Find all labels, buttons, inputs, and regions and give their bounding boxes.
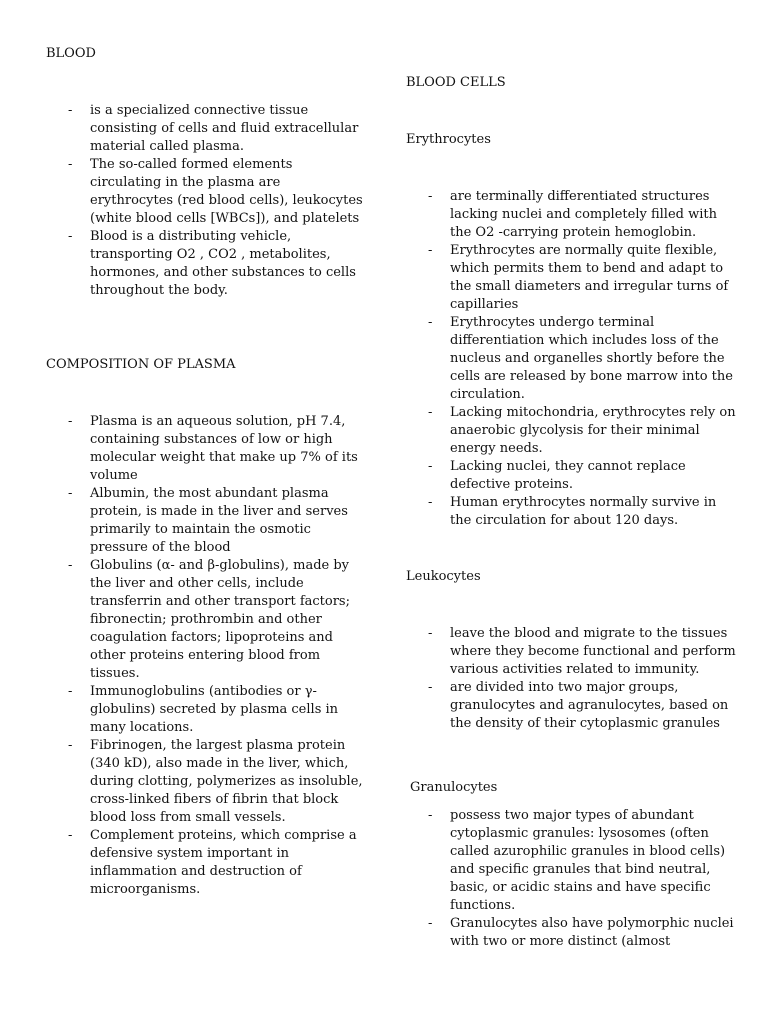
bullet-dash: -	[428, 495, 433, 510]
list-item: - Erythrocytes are normally quite flexible, which permits them to bend and adapt to the small diameters and irregular turns of capillaries	[428, 243, 729, 312]
blood-bullet-list	[46, 102, 364, 300]
list-item: - leave the blood and migrate to the tissues where they become functional and perform various activities related to immunity.	[428, 626, 736, 677]
erythrocytes-heading: Erythrocytes	[406, 132, 491, 147]
list-item: - are terminally differentiated structures lacking nuclei and completely filled with the O2 -carrying protein hemoglobin.	[428, 189, 717, 240]
blood-heading: BLOOD	[46, 46, 96, 61]
list-item: - Plasma is an aqueous solution, pH 7.4, containing substances of low or high molecular weight that make up 7% of its volume	[68, 414, 358, 483]
list-item: - Immunoglobulins (antibodies or γ-globulins) secreted by plasma cells in many locations.	[68, 684, 339, 735]
bullet-dash: -	[68, 103, 73, 118]
list-item: - Lacking mitochondria, erythrocytes rely on anaerobic glycolysis for their minimal energy needs.	[428, 405, 736, 456]
list-item: - Complement proteins, which comprise a defensive system important in inflammation and destruction of microorganisms.	[68, 828, 357, 897]
bullet-dash: -	[428, 243, 433, 258]
plasma-bullet-list	[46, 413, 364, 899]
bullet-dash: -	[68, 738, 73, 753]
list-item: - are divided into two major groups, granulocytes and agranulocytes, based on the density of their cytoplasmic granules	[428, 680, 729, 731]
bullet-dash: -	[68, 828, 73, 843]
list-item: - Erythrocytes undergo terminal differentiation which includes loss of the nucleus and organelles shortly before the cells are released by bone marrow into the circulation.	[428, 315, 733, 402]
bullet-dash: -	[428, 916, 433, 931]
granulocytes-heading: Granulocytes	[410, 780, 498, 795]
bullet-dash: -	[428, 315, 433, 330]
list-item: - Albumin, the most abundant plasma protein, is made in the liver and serves primarily to maintain the osmotic pressure of the blood	[68, 486, 348, 555]
bullet-dash: -	[68, 486, 73, 501]
bullet-dash: -	[428, 808, 433, 823]
bullet-dash: -	[68, 414, 73, 429]
list-item: - Human erythrocytes normally survive in the circulation for about 120 days.	[428, 495, 717, 528]
granulocytes-bullet-list	[406, 807, 736, 951]
bullet-dash: -	[68, 558, 73, 573]
list-item: - Blood is a distributing vehicle, transporting O2 , CO2 , metabolites, hormones, and other substances to cells throughout the body.	[68, 229, 356, 298]
bullet-dash: -	[428, 626, 433, 641]
erythrocytes-bullet-list	[406, 188, 736, 530]
list-item: - The so-called formed elements circulating in the plasma are erythrocytes (red blood cells), leukocytes (white blood cells [WBCs]), and platelets	[68, 157, 363, 226]
list-item: - Granulocytes also have polymorphic nuclei with two or more distinct (almost	[428, 916, 734, 949]
list-item: - Fibrinogen, the largest plasma protein (340 kD), also made in the liver, which, during clotting, polymerizes as insoluble, cross-linked fibers of fibrin that block blood loss from small vessels.	[68, 738, 363, 825]
list-item: - Lacking nuclei, they cannot replace defective proteins.	[428, 459, 686, 492]
list-item: - possess two major types of abundant cytoplasmic granules: lysosomes (often called azurophilic granules in blood cells) and specific granules that bind neutral, basic, or acidic stains and have specific functions.	[428, 808, 726, 913]
bullet-dash: -	[428, 405, 433, 420]
list-item: - is a specialized connective tissue consisting of cells and fluid extracellular material called plasma.	[68, 103, 359, 154]
bullet-dash: -	[68, 229, 73, 244]
bullet-dash: -	[68, 684, 73, 699]
bullet-dash: -	[428, 459, 433, 474]
bullet-dash: -	[428, 680, 433, 695]
leukocytes-heading: Leukocytes	[406, 569, 481, 584]
list-item: - Globulins (α- and β-globulins), made by the liver and other cells, include transferrin and other transport factors; fibronectin; prothrombin and other coagulation factors; lipoproteins and other proteins entering blood from tissues.	[68, 558, 350, 681]
leukocytes-bullet-list	[406, 625, 736, 733]
bullet-dash: -	[428, 189, 433, 204]
blood-cells-heading: BLOOD CELLS	[406, 75, 506, 90]
plasma-heading: COMPOSITION OF PLASMA	[46, 357, 236, 372]
bullet-dash: -	[68, 157, 73, 172]
